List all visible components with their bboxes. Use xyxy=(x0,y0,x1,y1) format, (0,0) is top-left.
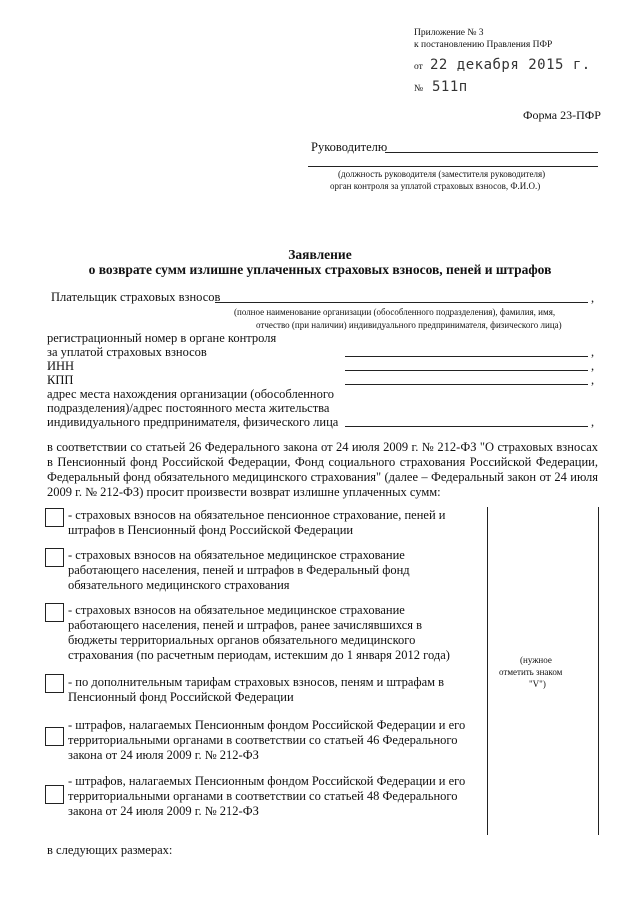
side-note-2: отметить знаком xyxy=(499,667,563,677)
document-title: Заявление xyxy=(288,247,352,262)
number-prefix: № xyxy=(414,84,424,94)
kpp-label: КПП xyxy=(47,373,74,387)
reg-number-label-2: за уплатой страховых взносов xyxy=(47,345,207,359)
option-checkbox-additional-tariffs[interactable] xyxy=(45,674,64,693)
payer-name-line[interactable] xyxy=(215,302,588,303)
option-text-fines-46: - штрафов, налагаемых Пенсионным фондом Российской Федерации и его территориальными органами в соответствии со статьей 46 Федерального закона от 24 июля 2009 г. № 212-ФЗ xyxy=(68,718,466,762)
address-label-2: подразделения)/адрес постоянного места жительства xyxy=(47,401,330,415)
kpp-line[interactable] xyxy=(345,384,588,385)
options-divider-left xyxy=(487,507,488,835)
option-checkbox-fines-48[interactable] xyxy=(45,785,64,804)
resolution-label: к постановлению Правления ПФР xyxy=(414,40,553,50)
option-checkbox-tfoms[interactable] xyxy=(45,603,64,622)
address-label-1: адрес места нахождения организации (обособленного xyxy=(47,387,334,401)
reg-number-line[interactable] xyxy=(345,356,588,357)
address-label-3: индивидуального предпринимателя, физического лица xyxy=(47,415,339,429)
inn-label: ИНН xyxy=(47,359,75,373)
inn-line[interactable] xyxy=(345,370,588,371)
reg-number-label-1: регистрационный номер в органе контроля xyxy=(47,331,277,345)
number-stamp: 511п xyxy=(432,79,468,95)
option-text-fines-48: - штрафов, налагаемых Пенсионным фондом Российской Федерации и его территориальными органами в соответствии со статьей 48 Федерального закона от 24 июля 2009 г. № 212-ФЗ xyxy=(68,774,466,818)
addressee-line-1[interactable] xyxy=(385,152,598,153)
comma: , xyxy=(591,291,595,305)
addressee-line-2[interactable] xyxy=(308,166,598,167)
comma: , xyxy=(591,415,595,429)
date-prefix: от xyxy=(414,62,423,72)
option-checkbox-ffoms[interactable] xyxy=(45,548,64,567)
form-code: Форма 23-ПФР xyxy=(523,108,601,122)
option-text-pension: - страховых взносов на обязательное пенсионное страхование, пеней и штрафов в Пенсионный фонд Российской Федерации xyxy=(68,508,446,537)
payer-hint-1: (полное наименование организации (обособленного подразделения), фамилия, имя, xyxy=(234,307,556,317)
payer-label: Плательщик страховых взносов xyxy=(51,290,221,304)
addressee-hint-2: орган контроля за уплатой страховых взносов, Ф.И.О.) xyxy=(330,181,541,191)
side-note-1: (нужное xyxy=(520,655,552,665)
option-text-ffoms: - страховых взносов на обязательное медицинское страхование работающего населения, пеней и штрафов в Федеральный фонд обязательного медицинского страхования xyxy=(68,548,410,592)
footer-text: в следующих размерах: xyxy=(47,843,173,857)
option-checkbox-pension[interactable] xyxy=(45,508,64,527)
comma: , xyxy=(591,359,595,373)
options-divider-right xyxy=(598,507,599,835)
body-paragraph: в соответствии со статьей 26 Федерального закона от 24 июля 2009 г. № 212-ФЗ "О страховых взносах в Пенсионный фонд Российской Федерации, Фонд социального страхования Российской Федерации, Федеральный фонд обязательного медицинского страхования" (далее – Федеральный закон от 24 июля 2009 г. № 212-ФЗ) просит произвести возврат излишне уплаченных сумм: xyxy=(47,440,598,499)
comma: , xyxy=(591,373,595,387)
option-text-tfoms: - страховых взносов на обязательное медицинское страхование работающего населения, пеней и штрафов, ранее зачислявшихся в бюджеты территориальных органов обязательного медицинского страхования (по расчетным периодам, истекшим до 1 января 2012 года) xyxy=(68,603,450,662)
side-note-3: "V") xyxy=(529,679,546,689)
comma: , xyxy=(591,345,595,359)
date-stamp: 22 декабря 2015 г. xyxy=(430,57,591,73)
payer-hint-2: отчество (при наличии) индивидуального предпринимателя, физического лица) xyxy=(256,320,562,330)
addressee-hint-1: (должность руководителя (заместителя руководителя) xyxy=(338,169,546,179)
option-text-additional-tariffs: - по дополнительным тарифам страховых взносов, пеням и штрафам в Пенсионный фонд Российской Федерации xyxy=(68,675,445,704)
option-checkbox-fines-46[interactable] xyxy=(45,727,64,746)
appendix-label: Приложение № 3 xyxy=(414,28,484,38)
addressee-label: Руководителю xyxy=(311,140,388,154)
document-subtitle: о возврате сумм излишне уплаченных страховых взносов, пеней и штрафов xyxy=(88,262,552,277)
address-line[interactable] xyxy=(345,426,588,427)
